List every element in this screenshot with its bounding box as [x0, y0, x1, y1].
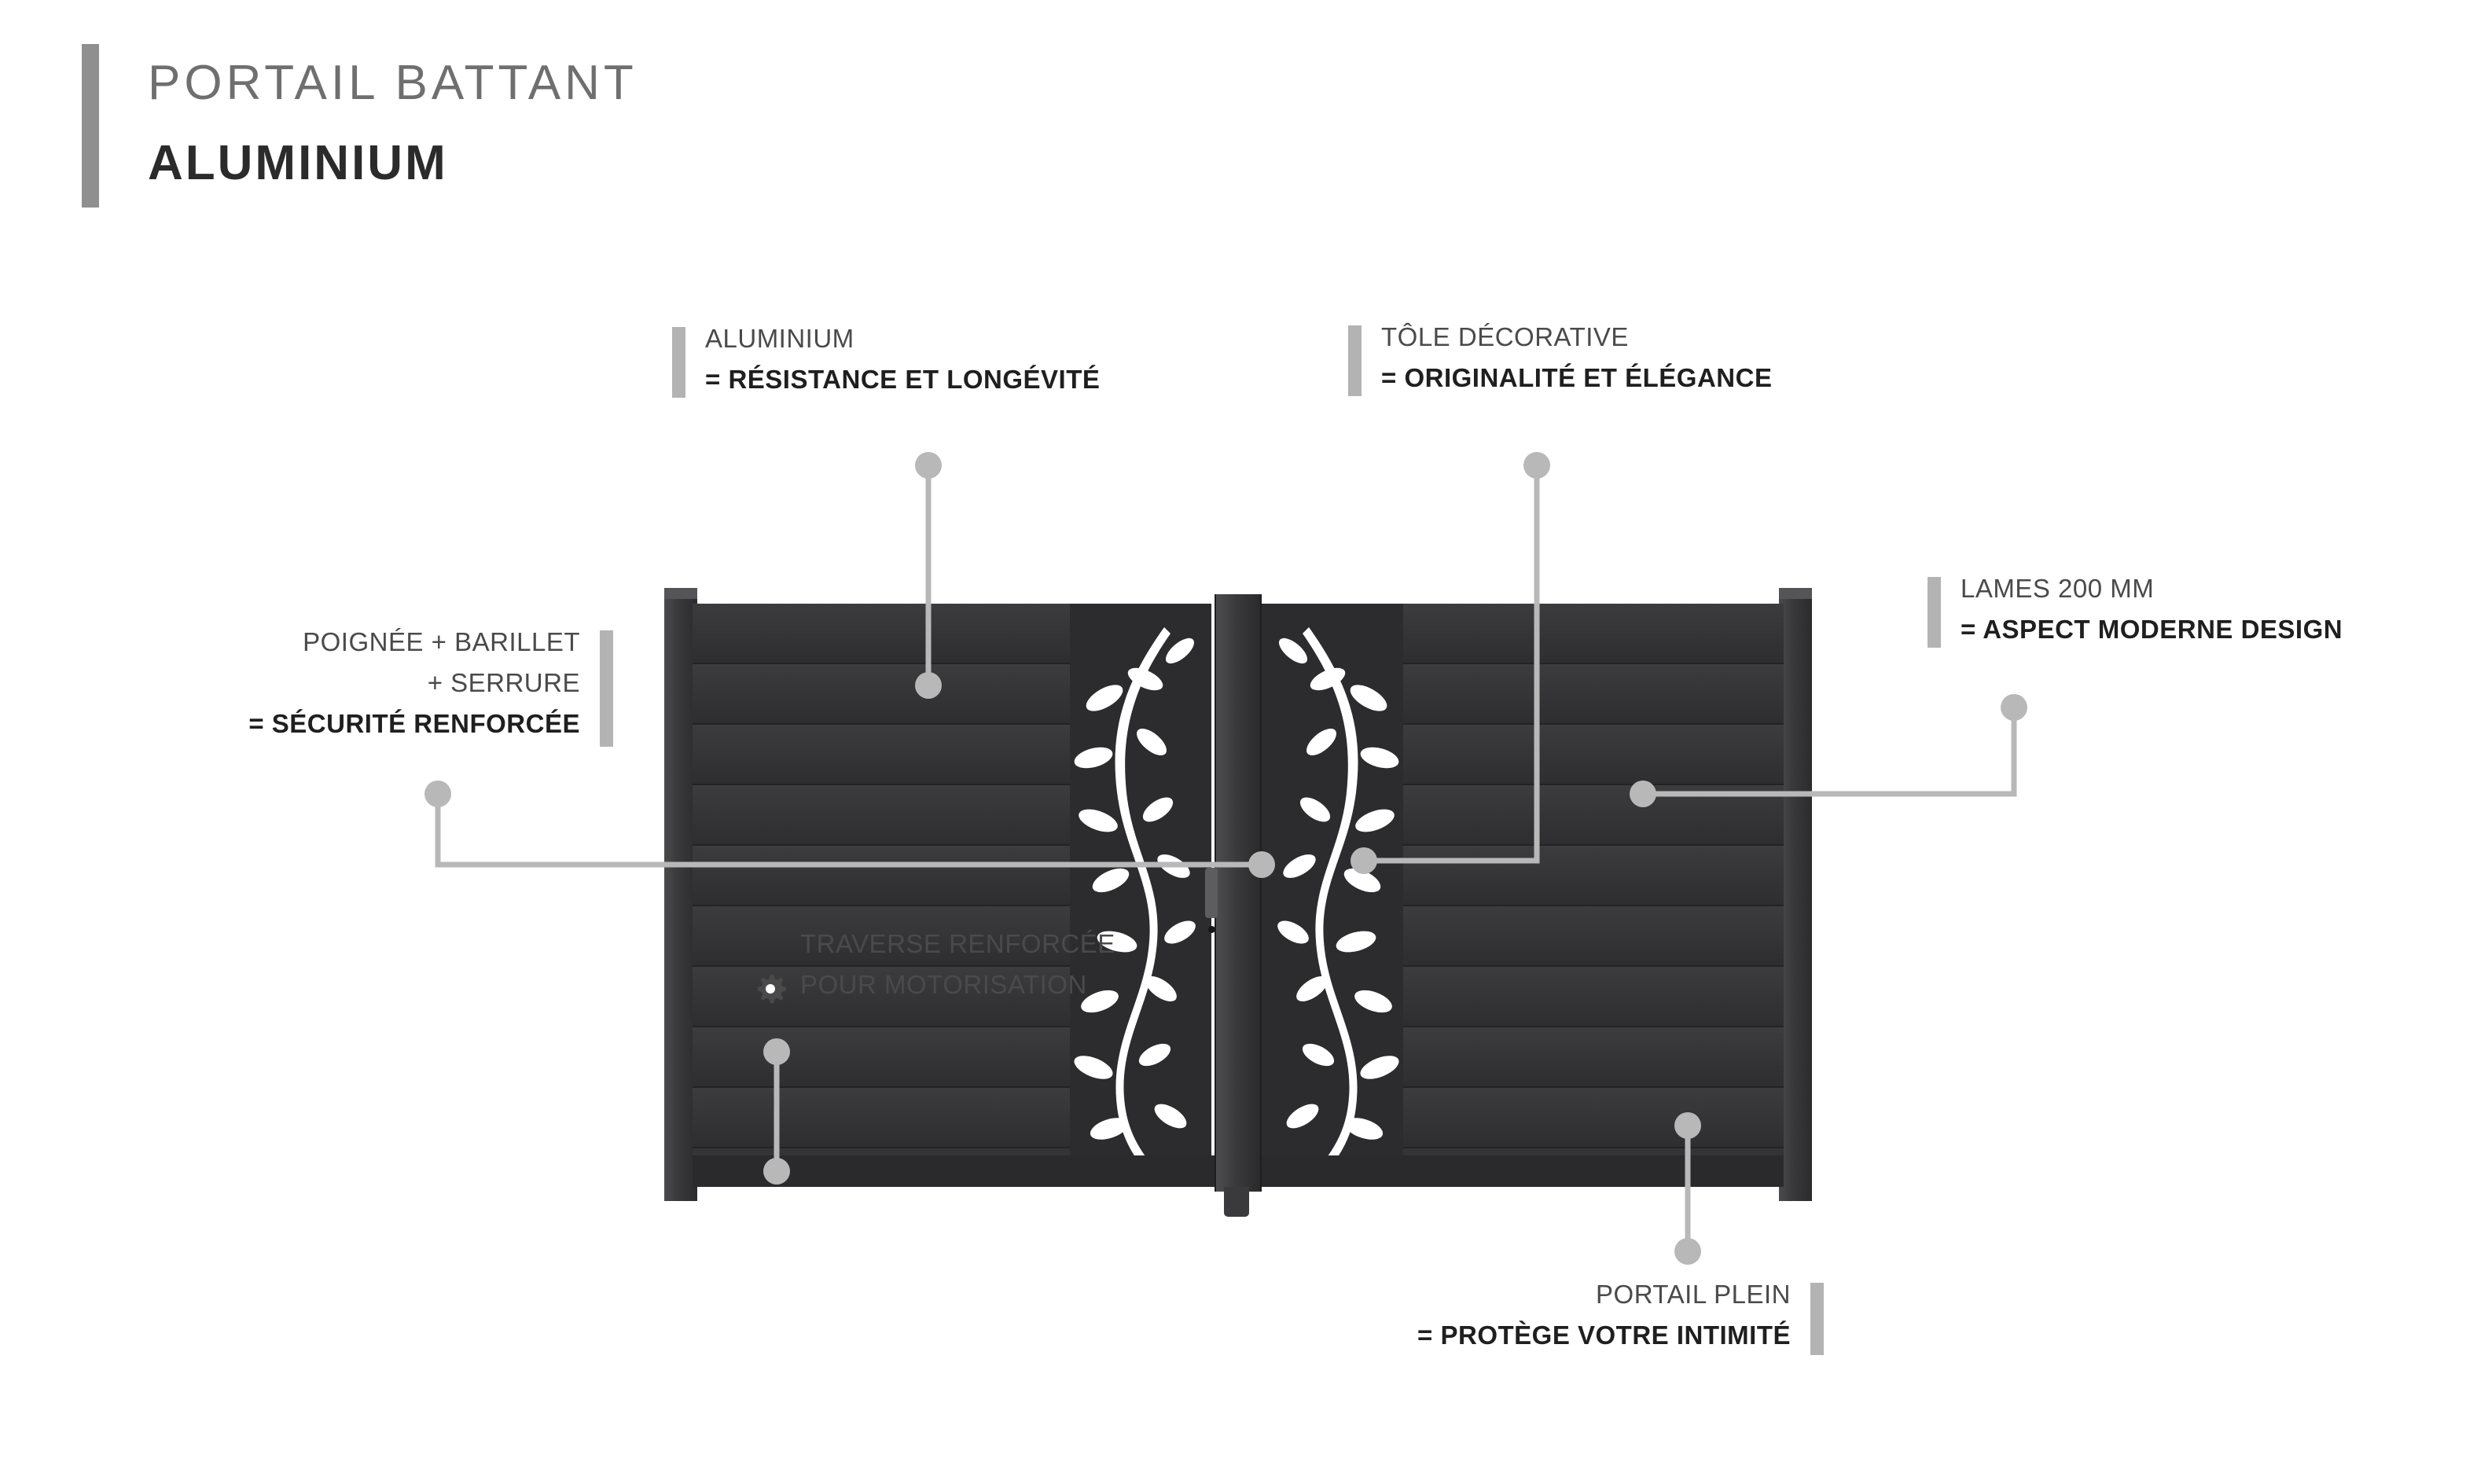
leader-dot-tole-top: [1523, 452, 1550, 479]
gate-post-left-cap: [664, 588, 697, 599]
callout-lames-bar: [1928, 577, 1941, 648]
gate-handle: [1205, 868, 1218, 918]
decorative-panel-right: [1262, 604, 1403, 1187]
callout-poignee-line1: POIGNÉE + BARILLET: [303, 627, 580, 656]
callout-lames-line1: LAMES 200 MM: [1961, 574, 2155, 603]
gate-post-right: [1779, 588, 1812, 1201]
callout-plein-bar: [1810, 1283, 1824, 1355]
callout-traverse-renforcee: [755, 929, 1211, 1016]
leader-dot-plein-end: [1674, 1238, 1701, 1265]
foliage-pattern-left: [1070, 604, 1211, 1187]
callout-tole-decorative: [1348, 322, 1961, 401]
gate-illustration: [664, 588, 1812, 1209]
callout-poignee-line3: = SÉCURITÉ RENFORCÉE: [248, 709, 580, 738]
callout-lames-200mm: [1928, 574, 2478, 652]
gate-center-foot: [1224, 1187, 1249, 1217]
callout-tole-line1: TÔLE DÉCORATIVE: [1381, 322, 1629, 351]
callout-plein-line2: = PROTÈGE VOTRE INTIMITÉ: [1417, 1321, 1791, 1350]
callout-tole-line2: = ORIGINALITÉ ET ÉLÉGANCE: [1381, 363, 1773, 392]
leader-dot-aluminium-top: [915, 452, 942, 479]
page-title-primary: PORTAIL BATTANT: [148, 56, 638, 110]
callout-poignee-line2: + SERRURE: [427, 668, 580, 697]
callout-traverse-line2: POUR MOTORISATION: [800, 970, 1087, 999]
callout-poignee-barillet-serrure: [79, 627, 613, 753]
gear-icon: [755, 973, 786, 1008]
title-accent-bar: [82, 44, 99, 208]
callout-tole-bar: [1348, 325, 1362, 396]
gate-post-right-cap: [1779, 588, 1812, 599]
leader-dot-lames-top: [2001, 694, 2027, 721]
callout-aluminium-line2: = RÉSISTANCE ET LONGÉVITÉ: [705, 365, 1101, 394]
callout-aluminium: [672, 324, 1238, 402]
gate-leaf-left: [693, 604, 1211, 1187]
callout-poignee-bar: [600, 630, 613, 747]
callout-portail-plein: [1226, 1280, 1824, 1358]
callout-traverse-line1: TRAVERSE RENFORCÉE: [800, 929, 1115, 958]
gate-center-post: [1215, 594, 1262, 1192]
callout-aluminium-line1: ALUMINIUM: [705, 324, 854, 353]
page-title-secondary: ALUMINIUM: [148, 136, 448, 190]
decorative-panel-left: [1070, 604, 1211, 1187]
leader-dot-poignee-start: [424, 781, 451, 807]
gate-leaf-right: [1262, 604, 1784, 1187]
foliage-pattern-right: [1262, 604, 1403, 1187]
callout-aluminium-bar: [672, 327, 685, 398]
callout-plein-line1: PORTAIL PLEIN: [1596, 1280, 1791, 1309]
callout-lames-line2: = ASPECT MODERNE DESIGN: [1961, 615, 2343, 644]
